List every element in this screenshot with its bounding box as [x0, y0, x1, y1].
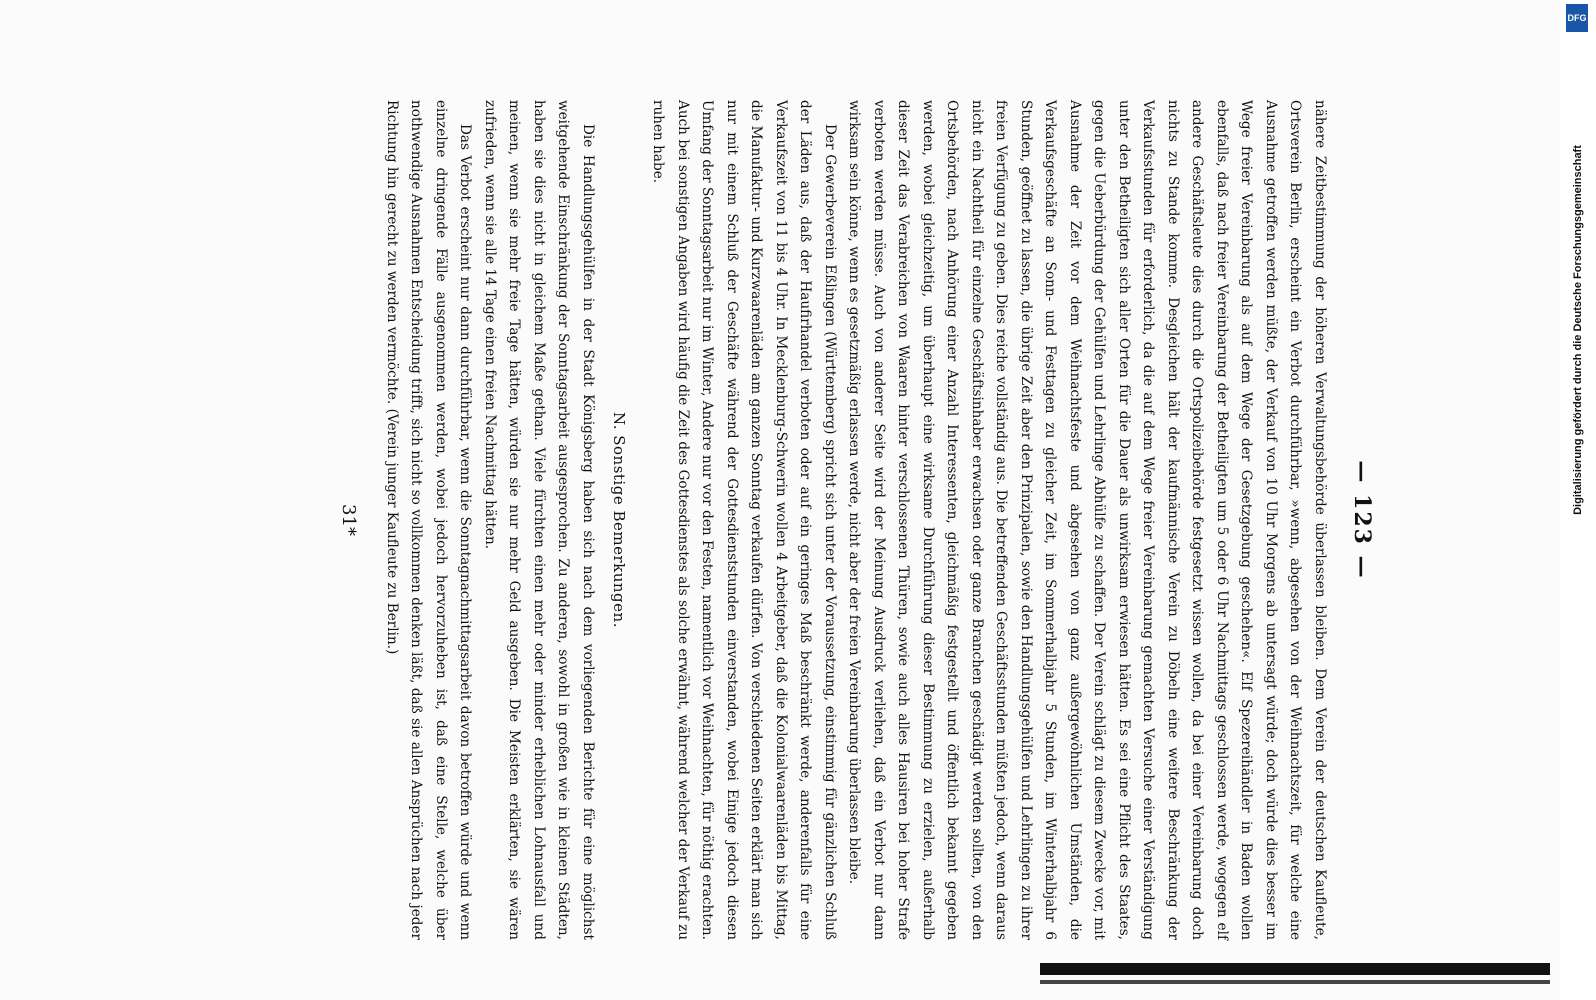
dfg-logo: DFG — [1566, 4, 1588, 32]
digitization-notice: Digitalisierung gefördert durch die Deutsche Forschungsgemeinschaft — [1572, 145, 1584, 515]
section-heading: N. Sonstige Bemerkungen. — [610, 412, 628, 628]
section-paragraph-2: Das Verbot erscheint nur dann durchführbar, wenn die Sonntagnachmittagsarbeit davon betroffen würde und wenn einzelne dringende Fälle ausgenommen werden, wobei jedoch hervorzuheben ist, daß eine Stelle, welche über nothwendige Ausnahmen Entscheidung trifft, sich nicht so vollkommen denken läßt, daß sie allen Ansprüchen nach jeder Richtung hin gerecht zu werden vermöchte. (Verein junger Kaufleute zu Berlin.) — [384, 100, 474, 940]
page-number-header: — 123 — — [1349, 460, 1375, 580]
page-edge-shadow-lower — [1040, 980, 1550, 984]
signature-mark: 31* — [338, 504, 360, 536]
section-paragraph-1: Die Handlungsgehülfen in der Stadt Königsberg haben sich nach dem vorliegenden Berichte für eine möglichst weitgehende Einschränkung der Sonntagsarbeit ausgesprochen. Zu anderen, sowohl in großen wie in kleinen Städten, haben sie dies nicht in gleichem Maße gethan. Viele fürchten einen mehr oder minder erheblichen Lohnausfall und meinen, wenn sie mehr freie Tage hätten, würden sie nur mehr Geld ausgeben. Die Meisten erklärten, sie wären zufrieden, wenn sie alle 14 Tage einen freien Nachmittag hätten. — [482, 100, 596, 940]
page-edge-shadow — [1040, 963, 1550, 975]
body-paragraph-2: Der Gewerbeverein Eßlingen (Württemberg) spricht sich unter der Voraussetzung, einstimmig für gänzlichen Schluß der Läden aus, daß der Haufirhandel verboten oder auf ein geringes Maß beschränkt werde, anderenfalls für eine Verkaufszeit von 11 bis 4 Uhr. In Mecklenburg-Schwerin wollen 4 Arbeitgeber, daß die Kolonialwaarenläden bis Mittag, die Manufaktur- und Kurzwaarenläden am ganzen Sonntag verkaufen dürfen. Von verschiedenen Seiten erklärt man sich nur mit einem Schluß der Geschäfte während der Gottesdienststunden einverstanden, wobei Einige jedoch diesen Umfang der Sonntagsarbeit nur im Winter, Andere nur vor den Festen, namentlich vor Weihnachten, für nöthig erachten. Auch bei sonstigen Angaben wird häufig die Zeit des Gottesdienstes als solche erwähnt, während welcher der Verkauf zu ruhen habe. — [650, 100, 838, 940]
rotated-page-content — [92, 90, 1392, 950]
body-paragraph-1: nähere Zeitbestimmung der höheren Verwaltungsbehörde überlassen bleiben. Dem Verein der deutschen Kaufleute, Ortsverein Berlin, erscheint ein Verbot durchführbar, »wenn, abgesehen von der Weihnachtszeit, für welche eine Ausnahme getroffen werden müßte, der Verkauf von 10 Uhr Morgens ab untersagt würde; doch würde dies besser im Wege freier Vereinbarung als auf dem Wege der Gesetzgebung geschehen«. Elf Spezereihändler in Baden wollen ebenfalls, daß nach freier Vereinbarung der Betheiligten um 5 oder 6 Uhr Nachmittags geschlossen werde, wogegen elf andere Geschäftsleute dies durch die Ortspolizeibehörde festgesetzt wissen wollen, da bei einer Vereinbarung doch nichts zu Stande komme. Desgleichen hält der kaufmännische Verein zu Döbeln eine weitere Beschränkung der Verkaufsstunden für erforderlich, da die auf dem Wege freier Vereinbarung gemachten Versuche einer Verständigung unter den Betheiligten sich aller Orten für die Dauer als unwirksam erwiesen hätten. Es sei eine Pflicht des Staates, gegen die Ueberbürdung der Gehülfen und Lehrlinge Abhülfe zu schaffen. Der Verein schlägt zu diesem Zwecke vor, mit Ausnahme der Zeit vor dem Weihnachtsfeste und abgesehen von ganz außergewöhnlichen Umständen, die Verkaufsgeschäfte an Sonn- und Festtagen zu gleicher Zeit, im Sommerhalbjahr 5 Stunden, im Winterhalbjahr 6 Stunden, geöffnet zu lassen, die übrige Zeit aber den Prinzipalen, sowie den Handlungsgehülfen und Lehrlingen zu ihrer freien Verfügung zu geben. Dies reiche vollständig aus. Die betreffenden Geschäftsstunden müßten jedoch, wenn daraus nicht ein Nachtheil für einzelne Geschäftsinhaber erwachsen oder ganze Branchen geschädigt werden sollten, von den Ortsbehörden, nach Anhörung einer Anzahl Interessenten, gleichmäßig festgestellt und öffentlich bekannt gegeben werden, wobei gleichzeitig, um überhaupt eine wirksame Durchführung dieser Bestimmung zu erzielen, außerhalb dieser Zeit das Verabreichen von Waaren hinter verschlossenen Thüren, sowie auch alles Hausiren bei hoher Strafe verboten werden müsse. Auch von anderer Seite wird der Meinung Ausdruck verliehen, daß ein Verbot nur dann wirksam sein könne, wenn es gesetzmäßig erlassen werde, nicht aber der freien Vereinbarung überlassen bleibe. — [846, 100, 1328, 940]
